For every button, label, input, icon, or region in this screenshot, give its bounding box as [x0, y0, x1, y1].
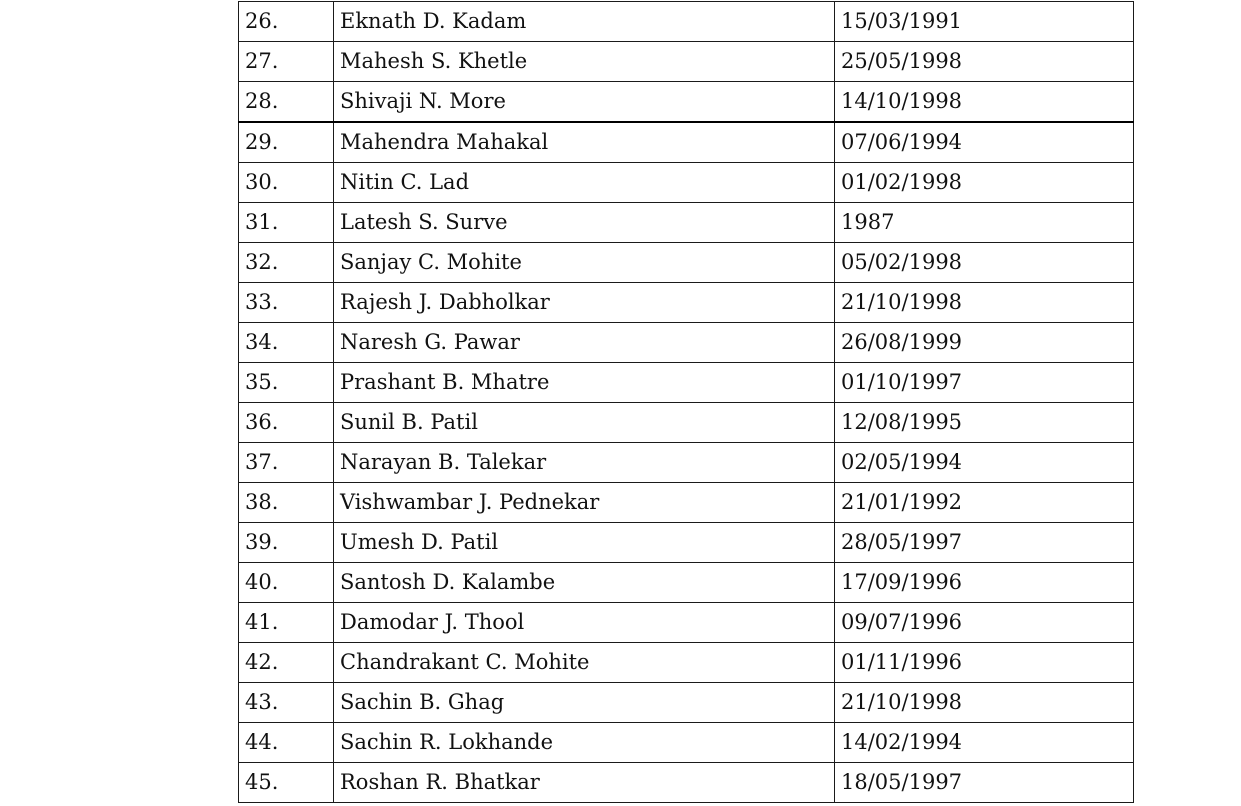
date-cell: 01/02/1998	[835, 163, 1134, 203]
table-row	[239, 363, 1134, 403]
table-row	[239, 243, 1134, 283]
name-cell: Prashant B. Mhatre	[334, 363, 835, 403]
table-row	[239, 203, 1134, 243]
serial-number-cell: 40.	[239, 563, 334, 603]
date-cell: 05/02/1998	[835, 243, 1134, 283]
serial-number-cell: 39.	[239, 523, 334, 563]
date-cell: 28/05/1997	[835, 523, 1134, 563]
table-row	[239, 42, 1134, 82]
table-row	[239, 443, 1134, 483]
table-row	[239, 563, 1134, 603]
table-row	[239, 483, 1134, 523]
date-cell: 21/10/1998	[835, 683, 1134, 723]
table-row	[239, 122, 1134, 163]
serial-number-cell: 38.	[239, 483, 334, 523]
table-row	[239, 603, 1134, 643]
name-cell: Vishwambar J. Pednekar	[334, 483, 835, 523]
table-row	[239, 403, 1134, 443]
table-row	[239, 523, 1134, 563]
table-row	[239, 283, 1134, 323]
date-cell: 25/05/1998	[835, 42, 1134, 82]
serial-number-cell: 32.	[239, 243, 334, 283]
table-row	[239, 82, 1134, 123]
date-cell: 26/08/1999	[835, 323, 1134, 363]
serial-number-cell: 27.	[239, 42, 334, 82]
date-cell: 21/01/1992	[835, 483, 1134, 523]
serial-number-cell: 44.	[239, 723, 334, 763]
date-cell: 07/06/1994	[835, 122, 1134, 163]
date-cell: 18/05/1997	[835, 763, 1134, 803]
name-cell: Santosh D. Kalambe	[334, 563, 835, 603]
date-cell: 14/10/1998	[835, 82, 1134, 123]
table-row	[239, 643, 1134, 683]
name-cell: Roshan R. Bhatkar	[334, 763, 835, 803]
name-cell: Damodar J. Thool	[334, 603, 835, 643]
serial-number-cell: 37.	[239, 443, 334, 483]
name-cell: Narayan B. Talekar	[334, 443, 835, 483]
date-cell: 09/07/1996	[835, 603, 1134, 643]
table-row	[239, 763, 1134, 803]
name-cell: Mahesh S. Khetle	[334, 42, 835, 82]
serial-number-cell: 41.	[239, 603, 334, 643]
serial-number-cell: 35.	[239, 363, 334, 403]
serial-number-cell: 26.	[239, 2, 334, 42]
records-table	[238, 1, 1134, 803]
serial-number-cell: 43.	[239, 683, 334, 723]
serial-number-cell: 29.	[239, 122, 334, 163]
records-table-body	[239, 2, 1134, 803]
date-cell: 17/09/1996	[835, 563, 1134, 603]
name-cell: Umesh D. Patil	[334, 523, 835, 563]
serial-number-cell: 45.	[239, 763, 334, 803]
date-cell: 15/03/1991	[835, 2, 1134, 42]
serial-number-cell: 28.	[239, 82, 334, 123]
date-cell: 12/08/1995	[835, 403, 1134, 443]
date-cell: 01/11/1996	[835, 643, 1134, 683]
name-cell: Sachin B. Ghag	[334, 683, 835, 723]
serial-number-cell: 34.	[239, 323, 334, 363]
table-row	[239, 323, 1134, 363]
table-row	[239, 683, 1134, 723]
serial-number-cell: 36.	[239, 403, 334, 443]
name-cell: Naresh G. Pawar	[334, 323, 835, 363]
date-cell: 01/10/1997	[835, 363, 1134, 403]
serial-number-cell: 31.	[239, 203, 334, 243]
serial-number-cell: 30.	[239, 163, 334, 203]
name-cell: Shivaji N. More	[334, 82, 835, 123]
name-cell: Eknath D. Kadam	[334, 2, 835, 42]
table-row	[239, 723, 1134, 763]
name-cell: Chandrakant C. Mohite	[334, 643, 835, 683]
name-cell: Nitin C. Lad	[334, 163, 835, 203]
name-cell: Sanjay C. Mohite	[334, 243, 835, 283]
name-cell: Latesh S. Surve	[334, 203, 835, 243]
date-cell: 02/05/1994	[835, 443, 1134, 483]
serial-number-cell: 42.	[239, 643, 334, 683]
table-row	[239, 163, 1134, 203]
name-cell: Sachin R. Lokhande	[334, 723, 835, 763]
table-row	[239, 2, 1134, 42]
date-cell: 14/02/1994	[835, 723, 1134, 763]
name-cell: Sunil B. Patil	[334, 403, 835, 443]
name-cell: Rajesh J. Dabholkar	[334, 283, 835, 323]
serial-number-cell: 33.	[239, 283, 334, 323]
date-cell: 1987	[835, 203, 1134, 243]
date-cell: 21/10/1998	[835, 283, 1134, 323]
name-cell: Mahendra Mahakal	[334, 122, 835, 163]
